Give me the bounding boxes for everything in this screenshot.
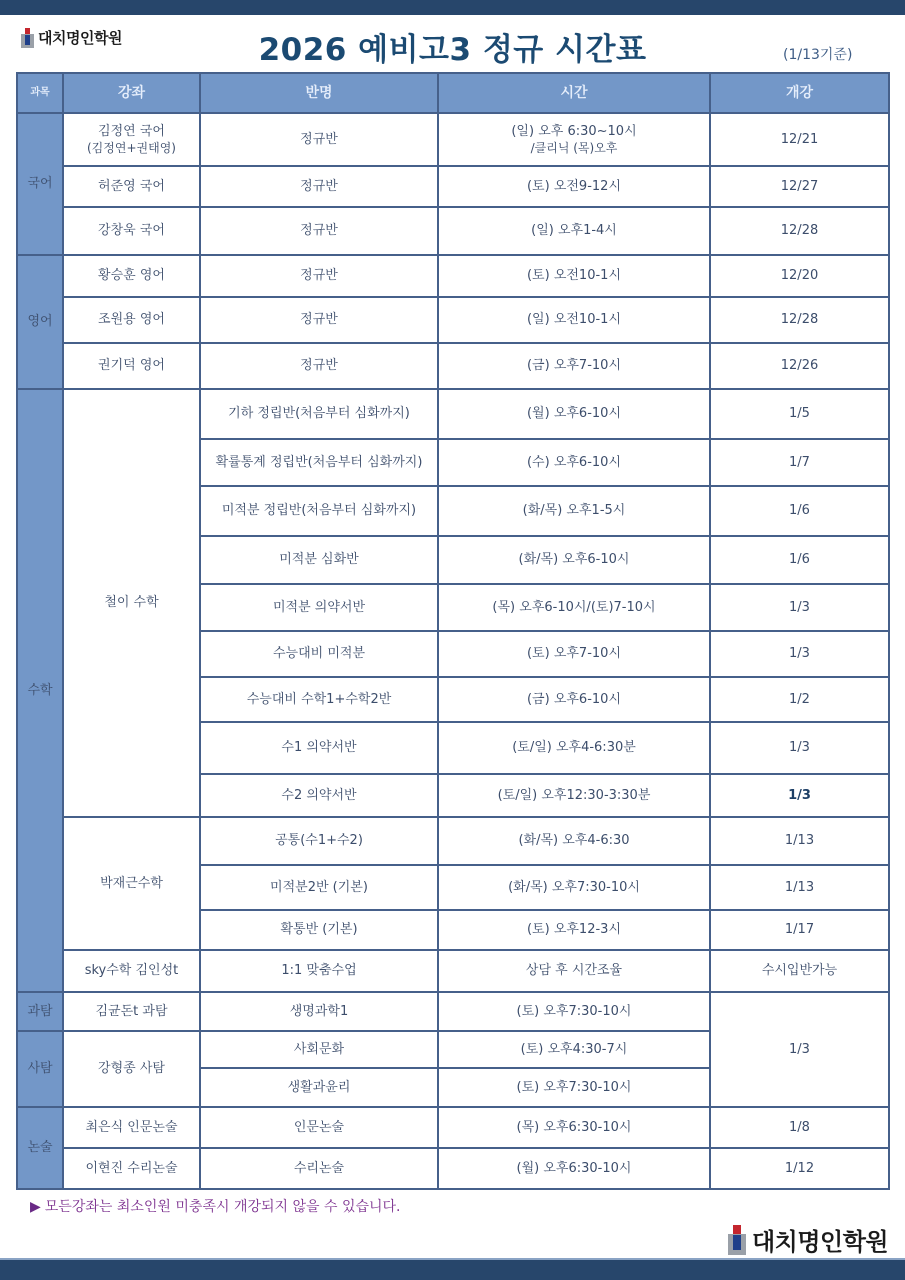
- time: (토) 오후12-3시: [438, 910, 710, 950]
- time: 상담 후 시간조율: [438, 950, 710, 992]
- start-date: 1/3: [710, 722, 889, 774]
- time: (토) 오전10-1시: [438, 255, 710, 297]
- start-date: 12/26: [710, 343, 889, 389]
- start-date: 12/27: [710, 166, 889, 207]
- class-name: 수능대비 미적분: [200, 631, 438, 677]
- academy-logo-icon: [728, 1225, 746, 1255]
- subject-korean: 국어: [17, 113, 63, 255]
- time: (목) 오후6:30-10시: [438, 1107, 710, 1148]
- class-name: 수2 의약서반: [200, 774, 438, 817]
- table-header-row: [17, 73, 889, 113]
- course-name: 이현진 수리논술: [63, 1148, 200, 1189]
- course-name: 허준영 국어: [63, 166, 200, 207]
- column-header-start-date: 개강: [710, 73, 889, 113]
- time: (토) 오후7:30-10시: [438, 1068, 710, 1107]
- course-name: 황승훈 영어: [63, 255, 200, 297]
- class-name: 사회문화: [200, 1031, 438, 1068]
- start-date: 1/5: [710, 389, 889, 439]
- start-date: 1/17: [710, 910, 889, 950]
- class-name: 수리논술: [200, 1148, 438, 1189]
- start-date: 1/3: [710, 631, 889, 677]
- class-name: 생활과윤리: [200, 1068, 438, 1107]
- table-row: [17, 1148, 889, 1189]
- start-date: 12/28: [710, 297, 889, 343]
- time: (화/목) 오후1-5시: [438, 486, 710, 536]
- course-name: sky수학 김인성t: [63, 950, 200, 992]
- time: (화/목) 오후4-6:30: [438, 817, 710, 865]
- time: (토/일) 오후12:30-3:30분: [438, 774, 710, 817]
- start-date: 12/20: [710, 255, 889, 297]
- time: (토/일) 오후4-6:30분: [438, 722, 710, 774]
- minimum-enrollment-notice: [30, 1196, 401, 1216]
- subject-social: 사탐: [17, 1031, 63, 1107]
- start-date: 1/3: [710, 774, 889, 817]
- start-date: 1/3: [710, 992, 889, 1107]
- column-header-time: 시간: [438, 73, 710, 113]
- class-name: 정규반: [200, 255, 438, 297]
- table-row: [17, 992, 889, 1031]
- start-date: 수시입반가능: [710, 950, 889, 992]
- start-date: 1/12: [710, 1148, 889, 1189]
- course-cell: [63, 113, 200, 166]
- start-date: 1/13: [710, 817, 889, 865]
- time-main: (일) 오후 6:30~10시: [511, 123, 637, 139]
- time: (토) 오후7-10시: [438, 631, 710, 677]
- class-name: 미적분 심화반: [200, 536, 438, 584]
- course-name: 강창욱 국어: [63, 207, 200, 255]
- table-row: [17, 297, 889, 343]
- class-name: 정규반: [200, 207, 438, 255]
- notice-text: 모든강좌는 최소인원 미충족시 개강되지 않을 수 있습니다.: [44, 1199, 401, 1215]
- course-name: 철이 수학: [63, 389, 200, 817]
- time-cell: [438, 113, 710, 166]
- time: (화/목) 오후6-10시: [438, 536, 710, 584]
- triangle-right-icon: ▶: [30, 1199, 41, 1215]
- time: (금) 오후7-10시: [438, 343, 710, 389]
- column-header-course: 강좌: [63, 73, 200, 113]
- time: (토) 오후4:30-7시: [438, 1031, 710, 1068]
- time: (월) 오후6:30-10시: [438, 1148, 710, 1189]
- start-date: 1/6: [710, 536, 889, 584]
- class-name: 1:1 맞춤수업: [200, 950, 438, 992]
- table-row: [17, 817, 889, 865]
- start-date: 12/28: [710, 207, 889, 255]
- column-header-subject: 과목: [17, 73, 63, 113]
- class-name: 정규반: [200, 297, 438, 343]
- table-row: [17, 166, 889, 207]
- start-date: 12/21: [710, 113, 889, 166]
- time-sub: /클리닉 (목)오후: [530, 141, 618, 156]
- subject-english: 영어: [17, 255, 63, 389]
- subject-essay: 논술: [17, 1107, 63, 1189]
- start-date: 1/2: [710, 677, 889, 722]
- start-date: 1/6: [710, 486, 889, 536]
- course-name: 김정연 국어: [98, 123, 165, 139]
- course-subtitle: (김정연+권태영): [87, 141, 176, 156]
- page-title: 2026 예비고3 정규 시간표: [258, 32, 647, 68]
- class-name: 미적분 의약서반: [200, 584, 438, 631]
- table-row: [17, 113, 889, 166]
- academy-logo-text: 대치명인학원: [752, 1228, 889, 1256]
- time: (금) 오후6-10시: [438, 677, 710, 722]
- academy-logo-text: 대치명인학원: [38, 29, 122, 47]
- class-name: 공통(수1+수2): [200, 817, 438, 865]
- start-date: 1/8: [710, 1107, 889, 1148]
- class-name: 기하 정립반(처음부터 심화까지): [200, 389, 438, 439]
- time: (토) 오후7:30-10시: [438, 992, 710, 1031]
- class-name: 정규반: [200, 166, 438, 207]
- table-row: [17, 255, 889, 297]
- table-row: [17, 207, 889, 255]
- class-name: 수능대비 수학1+수학2반: [200, 677, 438, 722]
- course-name: 강형종 사탐: [63, 1031, 200, 1107]
- course-name: 조원용 영어: [63, 297, 200, 343]
- course-name: 박재근수학: [63, 817, 200, 950]
- table-row: [17, 950, 889, 992]
- class-name: 정규반: [200, 343, 438, 389]
- class-name: 확률통계 정립반(처음부터 심화까지): [200, 439, 438, 486]
- class-name: 미적분 정립반(처음부터 심화까지): [200, 486, 438, 536]
- class-name: 확통반 (기본): [200, 910, 438, 950]
- class-name: 정규반: [200, 113, 438, 166]
- start-date: 1/13: [710, 865, 889, 910]
- time: (월) 오후6-10시: [438, 389, 710, 439]
- class-name: 인문논술: [200, 1107, 438, 1148]
- time: (일) 오후1-4시: [438, 207, 710, 255]
- schedule-table: [16, 72, 890, 1190]
- class-name: 미적분2반 (기본): [200, 865, 438, 910]
- course-name: 권기덕 영어: [63, 343, 200, 389]
- as-of-date: (1/13기준): [783, 47, 853, 63]
- start-date: 1/7: [710, 439, 889, 486]
- table-row: [17, 1107, 889, 1148]
- bottom-banner-bar: [0, 1258, 905, 1280]
- subject-math: 수학: [17, 389, 63, 992]
- class-name: 생명과학1: [200, 992, 438, 1031]
- time: (토) 오전9-12시: [438, 166, 710, 207]
- time: (화/목) 오후7:30-10시: [438, 865, 710, 910]
- class-name: 수1 의약서반: [200, 722, 438, 774]
- column-header-class-name: 반명: [200, 73, 438, 113]
- time: (수) 오후6-10시: [438, 439, 710, 486]
- time: (일) 오전10-1시: [438, 297, 710, 343]
- table-row: [17, 389, 889, 439]
- start-date: 1/3: [710, 584, 889, 631]
- course-name: 김균돈t 과탐: [63, 992, 200, 1031]
- course-name: 최은식 인문논술: [63, 1107, 200, 1148]
- academy-logo-bottom: [728, 1222, 888, 1257]
- time: (목) 오후6-10시/(토)7-10시: [438, 584, 710, 631]
- table-row: [17, 343, 889, 389]
- top-banner-bar: [0, 0, 905, 15]
- subject-science: 과탐: [17, 992, 63, 1031]
